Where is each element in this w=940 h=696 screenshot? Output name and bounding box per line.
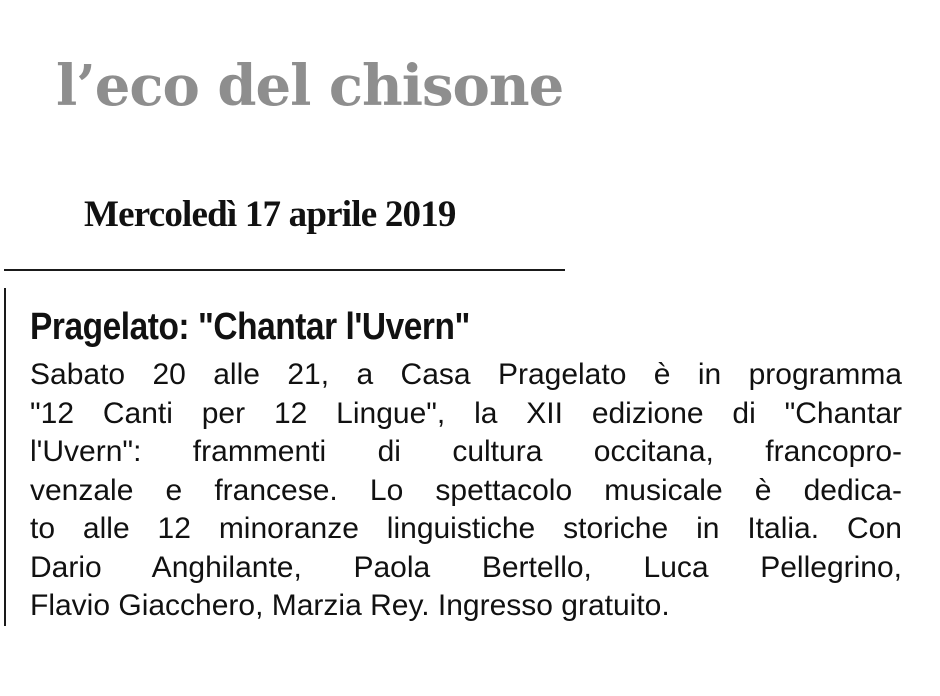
column-divider	[4, 288, 6, 626]
horizontal-rule	[4, 269, 565, 271]
article-headline: Pragelato: "Chantar l'Uvern"	[30, 306, 470, 348]
article-body-line: venzale e francese. Lo spettacolo musicale è dedica-	[30, 473, 902, 507]
article-body-line: "12 Canti per 12 Lingue", la XII edizione di "Chantar	[30, 396, 902, 430]
article-body-line: to alle 12 minoranze linguistiche storiche in Italia. Con	[30, 512, 902, 545]
publication-date: Mercoledì 17 aprile 2019	[84, 194, 456, 235]
newspaper-masthead: l’eco del chisone	[56, 53, 564, 119]
article-body-line: l'Uvern": frammenti di cultura occitana, francopro-	[30, 435, 902, 468]
article-body-line: Dario Anghilante, Paola Bertello, Luca Pellegrino,	[30, 550, 902, 584]
article-body-line: Flavio Giacchero, Marzia Rey. Ingresso gratuito.	[30, 589, 670, 622]
article-body	[30, 356, 902, 626]
article-body-line: Sabato 20 alle 21, a Casa Pragelato è in programma	[30, 358, 902, 391]
